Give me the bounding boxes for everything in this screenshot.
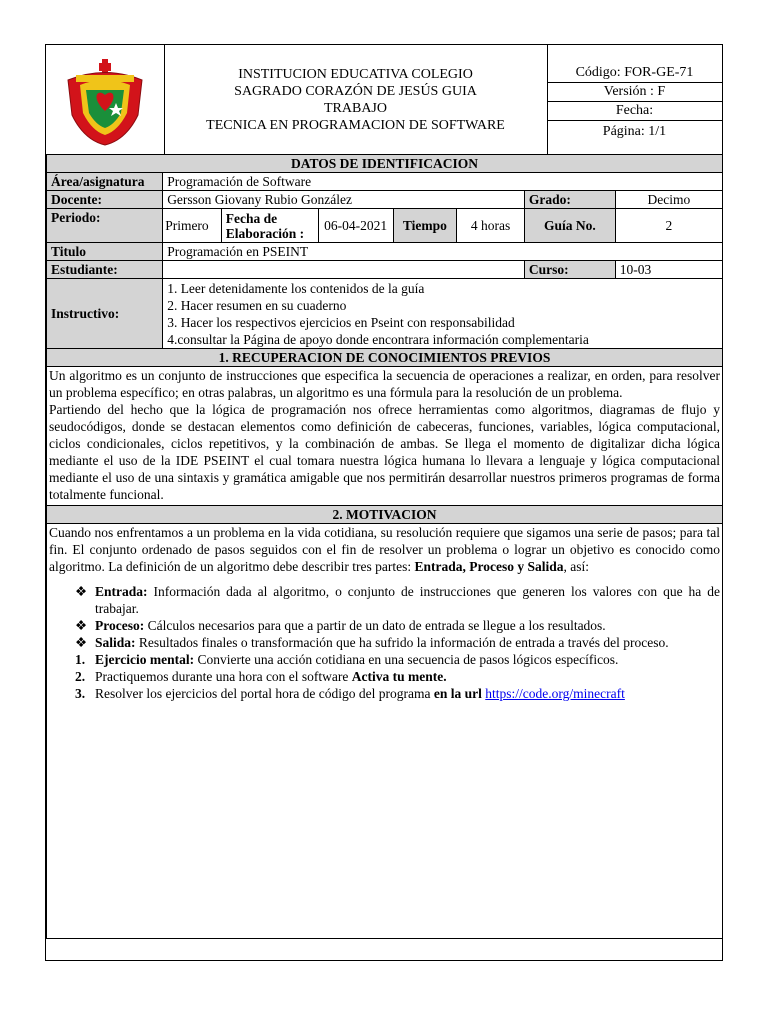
institution-line-2: SAGRADO CORAZÓN DE JESÚS GUIA <box>234 84 477 99</box>
document-metadata <box>547 45 722 155</box>
institution-line-1: INSTITUCION EDUCATIVA COLEGIO <box>238 67 473 82</box>
fecha-elaboracion-value: 06-04-2021 <box>318 209 393 243</box>
school-crest-icon <box>46 45 164 155</box>
grado-value: Decimo <box>615 191 722 209</box>
codigo: Código: FOR-GE-71 <box>547 45 722 83</box>
step-text: Resolver los ejercicios del portal hora de código del programa <box>95 686 434 701</box>
section-1-content <box>47 367 723 506</box>
step-text: Convierte una acción cotidiana en una secuencia de pasos lógicos específicos. <box>194 652 619 667</box>
term: Proceso: <box>95 618 145 633</box>
intro-end: , así: <box>563 559 590 574</box>
identification-table <box>46 154 723 939</box>
school-logo <box>46 45 165 155</box>
docente-value: Gersson Giovany Rubio González <box>163 191 525 209</box>
term-text: Resultados finales o transformación que ha sufrido la información de entrada a través del proceso. <box>135 635 669 650</box>
instructivo-item: 2. Hacer resumen en su cuaderno <box>167 297 347 313</box>
estudiante-label: Estudiante: <box>47 261 163 279</box>
instructivo-label: Instructivo: <box>47 279 163 349</box>
step-number: 2. <box>75 669 86 684</box>
section-2-intro <box>49 524 720 575</box>
estudiante-value <box>163 261 525 279</box>
document-page <box>45 44 723 961</box>
step-number: 3. <box>75 686 86 701</box>
titulo-value: Programación en PSEINT <box>163 243 723 261</box>
step-number: 1. <box>75 652 86 667</box>
area-value: Programación de Software <box>163 173 723 191</box>
section-1-paragraph-1: Un algoritmo es un conjunto de instrucciones que especifica la secuencia de operaciones a realizar, en orden, para resolver un problema específico; en otras palabras, un algoritmo es una fórmula para la resolución de un problema. <box>49 368 720 400</box>
step-bold: Activa tu mente. <box>351 669 447 684</box>
area-label: Área/asignatura <box>47 173 163 191</box>
intro-bold: Entrada, Proceso y Salida <box>414 559 564 574</box>
curso-value: 10-03 <box>615 261 722 279</box>
institution-line-3: TRABAJO <box>323 101 387 116</box>
section-1-paragraph-2: Partiendo del hecho que la lógica de programación nos ofrece herramientas como algoritmos, diagramas de flujo y seudocódigos, donde se destacan elementos como definición de cabeceras, funciones, variables, lógica computacional, ciclos condicionales, ciclos repetitivos, y la combinación de ambas. Se llega el momento de digitalizar dicha lógica mediante el uso de la IDE PSEINT el cual tomara nuestra lógica humana lo llevara a lenguaje y lógica computacional mediante el uso de una sintaxis y gramática amigable que nos permitirán desarrollar nuestros primeros programas de forma totalmente funcional. <box>49 402 720 502</box>
tiempo-value: 4 horas <box>457 209 525 243</box>
code-org-link[interactable]: https://code.org/minecraft <box>485 686 625 701</box>
periodo-label: Periodo: <box>47 209 163 243</box>
institution-title <box>164 45 548 155</box>
diamond-bullet-icon: ❖ <box>75 618 88 633</box>
document-header <box>46 45 722 156</box>
list-item-entrada <box>49 583 720 617</box>
instructivo-item: 4.consultar la Página de apoyo donde encontrara información complementaria <box>167 331 589 347</box>
steps-list <box>49 651 720 702</box>
term: Entrada: <box>95 584 148 599</box>
instructivo-item: 3. Hacer los respectivos ejercicios en Pseint con responsabilidad <box>167 314 515 330</box>
list-item-proceso <box>49 617 720 634</box>
parts-list <box>49 583 720 651</box>
fecha-elaboracion-label: Fecha de Elaboración : <box>221 209 318 243</box>
fecha: Fecha: <box>547 102 722 121</box>
institution-line-4: TECNICA EN PROGRAMACION DE SOFTWARE <box>206 118 505 133</box>
guia-label: Guía No. <box>524 209 615 243</box>
step-3 <box>49 685 720 702</box>
grado-label: Grado: <box>524 191 615 209</box>
guia-value: 2 <box>615 209 722 243</box>
instructivo-item: 1. Leer detenidamente los contenidos de la guía <box>167 280 425 296</box>
diamond-bullet-icon: ❖ <box>75 635 88 650</box>
curso-label: Curso: <box>524 261 615 279</box>
section-title-2: 2. MOTIVACION <box>47 506 723 524</box>
step-bold: en la url <box>433 686 482 701</box>
instructivo-list <box>163 279 723 349</box>
section-title-ident: DATOS DE IDENTIFICACION <box>47 155 723 173</box>
titulo-label: Titulo <box>47 243 163 261</box>
section-2-content <box>47 524 723 939</box>
term-text: Información dada al algoritmo, o conjunto de instrucciones que generen los valores con que ha de trabajar. <box>95 584 720 616</box>
step-text: Practiquemos durante una hora con el software <box>95 669 352 684</box>
step-1 <box>49 651 720 668</box>
tiempo-label: Tiempo <box>393 209 457 243</box>
section-title-1: 1. RECUPERACION DE CONOCIMIENTOS PREVIOS <box>47 349 723 367</box>
step-2 <box>49 668 720 685</box>
periodo-value: Primero <box>163 209 222 243</box>
term-text: Cálculos necesarios para que a partir de un dato de entrada se llegue a los resultados. <box>144 618 606 633</box>
list-item-salida <box>49 634 720 651</box>
term: Salida: <box>95 635 136 650</box>
version: Versión : F <box>547 83 722 102</box>
docente-label: Docente: <box>47 191 163 209</box>
step-bold: Ejercicio mental: <box>95 652 195 667</box>
pagina: Página: 1/1 <box>602 124 667 139</box>
intro-text: Cuando nos enfrentamos a un problema en la vida cotidiana, su resolución requiere que sigamos una serie de pasos; para tal fin. El conjunto ordenado de pasos seguidos con el fin de resolver un problema o lograr un objetivo es conocido como algoritmo. La definición de un algoritmo debe describir tres partes: <box>49 525 720 574</box>
diamond-bullet-icon: ❖ <box>75 584 88 599</box>
